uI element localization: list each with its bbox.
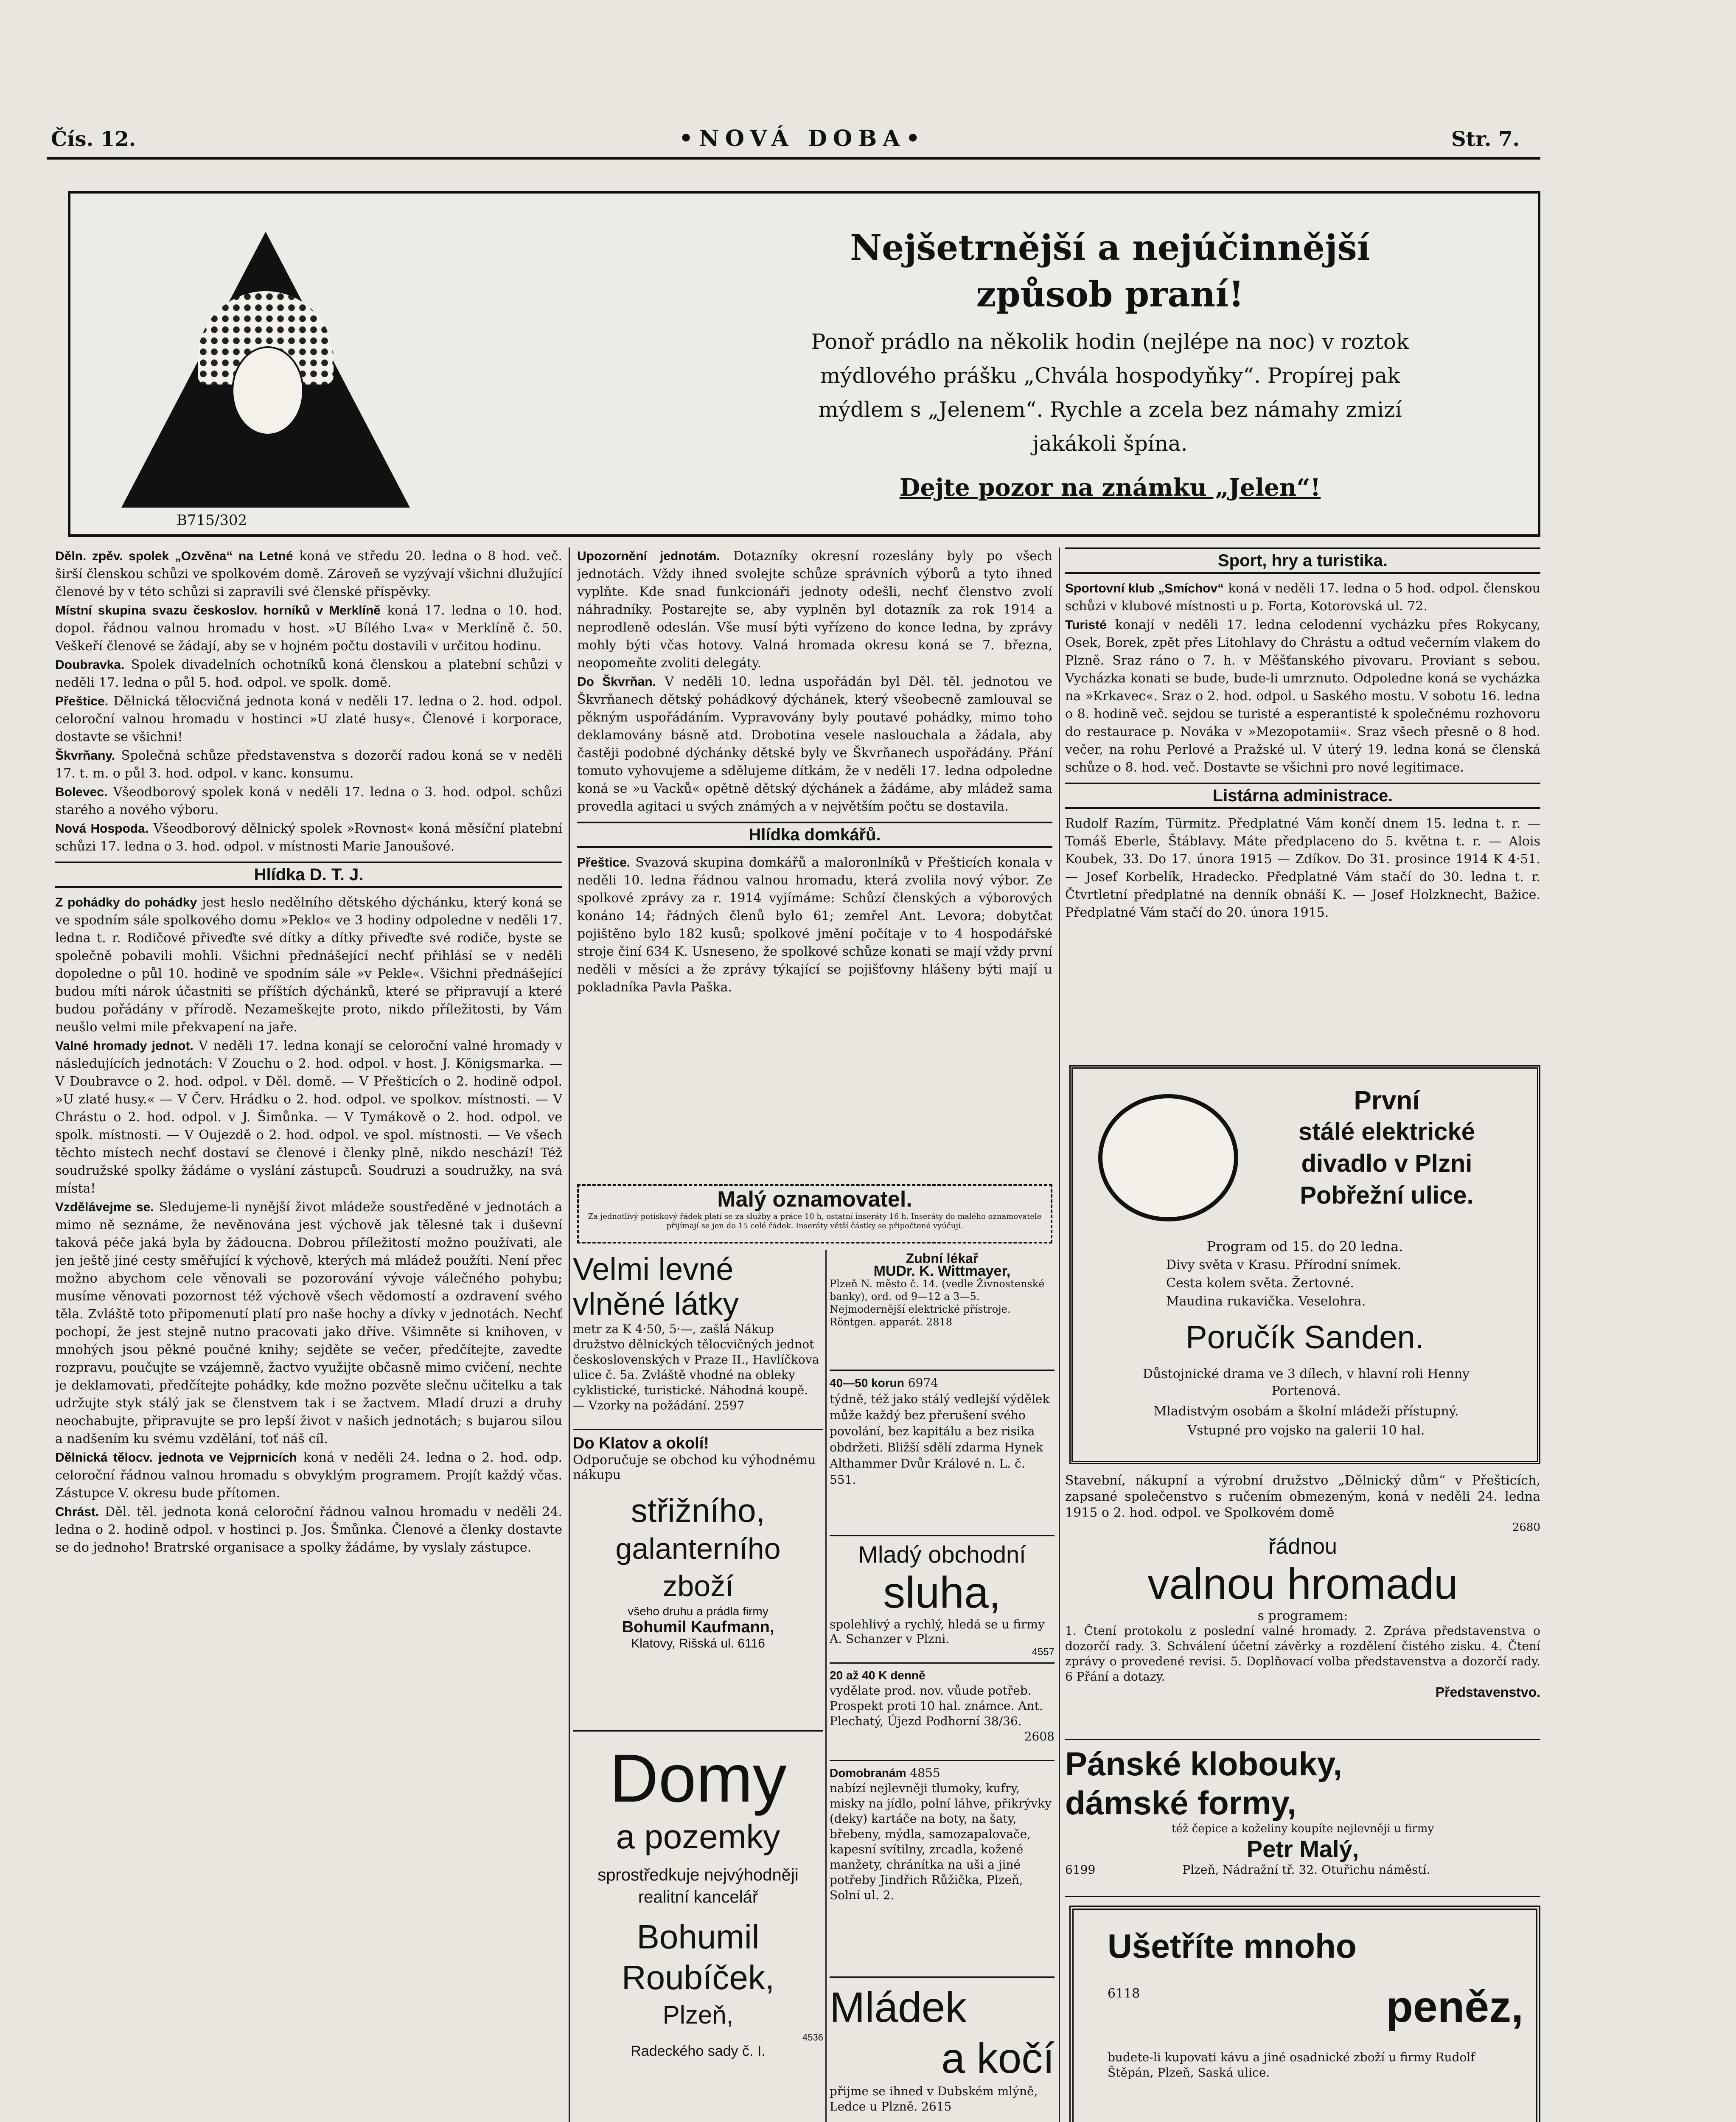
- notice-smichov: [1065, 580, 1540, 615]
- coop-program: s programem:: [1257, 1608, 1348, 1623]
- notice-text: Spolek divadelních ochotníků koná členskou a platební schůzi v neděli 17. ledna o půl 5. hod. odpol. ve spolk. domě.: [55, 657, 562, 690]
- ad-home-num: 4855: [910, 1766, 940, 1780]
- coop-text-2: 1. Čtení protokolu z poslední valné hromady. 2. Zpráva představenstva o dozorčí rady. 3. Schválení účetní závěrky a rozdělení čistého zisku. 4. Čtení zprávy o provedené revisi. 5. Doplňovací volba představenstva a dozorčí rady. 6 Přání a dotazy.: [1065, 1624, 1540, 1684]
- notice-lead: Do Škvrňan.: [577, 675, 656, 689]
- section-hlidka-domkaru: Hlídka domkářů.: [577, 822, 1052, 848]
- ad-dentist-title: Zubní lékař: [906, 1251, 979, 1266]
- ad-domy-name2: Roubíček,: [621, 1959, 775, 1996]
- coffee-num: 6118: [1108, 1986, 1140, 2001]
- notice-upozorneni: [577, 547, 1052, 672]
- hats-addr: Plzeň, Nádražní tř. 32. Otuřichu náměstí.: [1182, 1863, 1430, 1877]
- hats-text: též čepice a koželiny koupíte nejlevněji u firmy: [1171, 1822, 1434, 1835]
- notice-text: koná ve středu 20. ledna o 8 hod. več. širší členskou schůzi ve spolkovém domě. Zároveň se vyzývají všichni dlužující členové by v této schůzi si zapravili své členské příspěvky.: [55, 549, 562, 599]
- ad-velmi-line1: Velmi levné: [573, 1252, 734, 1287]
- column-rule-2: [1059, 547, 1060, 2122]
- ad-velmi-line2: vlněné látky: [573, 1286, 739, 1322]
- cinema-desc-3: Vstupné pro vojsko na galerii 10 hal.: [1187, 1423, 1425, 1438]
- cinema-desc: Důstojnické drama ve 3 dílech, v hlavní roli Henny Portenová.: [1142, 1367, 1470, 1398]
- ad-velmi-text: metr za K 4·50, 5·—, zašlá Nákup družstvo dělnických tělocvičných jednot československých v Praze II., Havlíčkova ulice č. 5a. Zvláště vhodné na obleky cyklistické, turistické. Náhodná koupě. — Vzorky na požádání. 2597: [573, 1322, 819, 1412]
- ad-klatov-big1: střižního,: [631, 1492, 766, 1529]
- ad-body-1: Ponoř prádlo na několik hodin (nejlépe na noc) v roztok: [811, 329, 1409, 354]
- notice-lead: Valné hromady jednot.: [55, 1039, 194, 1053]
- ads-rule: [825, 1250, 827, 2122]
- ad-earn: [830, 1668, 1055, 1761]
- hats-line-1: Pánské klobouky,: [1065, 1745, 1343, 1782]
- notice-bolevec: [55, 783, 562, 819]
- ad-earn-text: vydělate prod. nov. vůude potřeb. Prospekt proti 10 hal. známce. Ant. Plechatý, Újezd Podhorní 38/36.: [830, 1684, 1043, 1728]
- top-ad: [68, 191, 1540, 537]
- ad-boy-text: spolehlivý a rychlý, hledá se u firmy A. Schanzer v Plzni.: [830, 1617, 1045, 1646]
- notice-nova-hospoda: [55, 820, 562, 856]
- ad-domy-name1: Bohumil: [637, 1918, 760, 1956]
- hats-line-2: dámské formy,: [1065, 1784, 1296, 1822]
- ad-dentist-name: MUDr. K. Wittmayer,: [873, 1263, 1011, 1279]
- notice-text: koná v neděli 24. ledna o 2. hod. odp. celoroční řádnou valnou hromadu s obvyklým programem. Projít každý včas. Zástupce V. okresu bude přítomen.: [55, 1450, 562, 1501]
- column-rule-1: [569, 547, 570, 2122]
- column-3-text: [1065, 547, 1540, 1057]
- notice-listarna: Rudolf Razím, Türmitz. Předplatné Vám končí dnem 15. ledna t. r. — Tomáš Eberle, Štáblavy. Máte předplaceno do 5. května t. r. — Alois Koubek, 33. Do 17. února 1915 — Zdíkov. Do 31. prosince 1914 K 4·51. — Josef Korbelík, Hradecko. Předplatné Vám stačí do 30. ledna t. r. Čtvrtletní předplatné na denník obnáší K. — Josef Holzknecht, Bažice. Předplatné Vám stačí do 20. února 1915.: [1065, 816, 1540, 920]
- ad-klatov-big3: zboží: [662, 1569, 734, 1603]
- ad-loan: [830, 1375, 1055, 1536]
- ad-farm-text: přijme se ihned v Dubském mlýně, Ledce u Plzně. 2615: [830, 2084, 1038, 2114]
- ad-body-3: mýdlem s „Jelenem“. Rychle a zcela bez námahy zmizí: [818, 397, 1402, 422]
- notice-lead: Vzdělávejme se.: [55, 1200, 154, 1214]
- notice-text: Všeodborový spolek koná v neděli 17. ledna o 3. hod. odpol. schůzi starého a nového výboru.: [55, 785, 562, 817]
- notice-text: koná 17. ledna o 10. hod. dopol. řádnou valnou hromadu v host. »U Bílého Lva« v Merklíně č. 50. Veškeří členové se žádají, aby se v hojném počtu dostavili v určitou hodinu.: [55, 603, 562, 654]
- classified-title: Malý oznamovatel.: [717, 1187, 912, 1212]
- section-sport: Sport, hry a turistika.: [1065, 547, 1540, 574]
- notice-text: V neděli 10. ledna uspořádán byl Děl. těl. jednotou ve Škvrňanech dětský pohádkový dýchánek, který všeobecně zamlouval se pěkným uspořádáním. Vypravovány byly poutavé pohádky, mimo toho deklamovány básně atd. Drobotina vesele naslouchala a žádala, aby častěji podobné dýchánky dětské byly ve Škvrňanech uspořádány. Přání tomuto vyhovujeme a sdělujeme dítkám, že v neděli 17. ledna odpoledne koná se »u Vacků« opětně dětský dýchánek a žádáme, aby mládež sama provedla agitaci u svých známých a v největším počtu se dostavila.: [577, 674, 1052, 814]
- woman-face: [232, 346, 304, 435]
- notice-skvrnany-2: [577, 673, 1052, 816]
- hats-firm: Petr Malý,: [1246, 1836, 1359, 1862]
- coffee-line-1: Ušetříte mnoho: [1108, 1927, 1357, 1965]
- notice-text: jest heslo nedělního dětského dýchánku, který koná se ve spodním sále spolkového domu »Peklo« ve 3 hodiny odpoledne v neděli 17. ledna t. r. Rodičové přiveďte své dítky a dítky přiveďte své rodiče, byste se společně pobavili mohli. Všichni přednášející nechť přihlásí se v neděli dopoledne o půl 10. hodině ve spodním sále »v Pekle«. Všichni přednášející budou míti nárok účastniti se příštích dýchánků, které se připravují a které budou pořádány v přírodě. Nezameškejte proto, nikdo příležitosti, by Vám neušlo velmi mile překvapení na jaře.: [55, 895, 562, 1035]
- notice-turiste: [1065, 616, 1540, 777]
- cinema-item-3: Maudina rukavička. Veselohra.: [1166, 1294, 1366, 1309]
- notice-skvrnany: [55, 747, 562, 783]
- ad-home-text: nabízí nejlevněji tlumoky, kufry, misky na jídlo, polní láhve, přikrývky (deky) kartáče na boty, na šaty, břebeny, mýdla, samozapalovače, kapesní svítilny, zrcadla, kožené manžety, chránítka na uši a jiné potřeby Jindřich Růžička, Plzeň, Solní ul. 2.: [830, 1781, 1052, 1902]
- ad-domy-big: Domy: [609, 1740, 787, 1816]
- notice-lead: Děln. zpěv. spolek „Ozvěna“ na Letné: [55, 549, 293, 563]
- notice-lead: Přeštice.: [577, 856, 631, 870]
- ad-body-4: jakákoli špína.: [1032, 431, 1188, 456]
- ad-domy-city: Plzeň,: [662, 2001, 734, 2029]
- section-hlidka-dtj: Hlídka D. T. J.: [55, 862, 562, 888]
- ad-coffee: [1069, 1906, 1540, 2122]
- notice-text: Dotazníky okresní rozeslány byly po všech jednotách. Vždy ihned svolejte schůze správních výborů a tyto ihned vyplňte. Kde snad funkcionáři jednoty odešli, nechť členstvo zvolí náhradníky. Postarejte se, aby vyplněn byl dotazník za rok 1914 a neprodleně odeslán. Vše musí býti vyřízeno do konce ledna, by zprávy mohly býti včas hotovy. Valná hromada okresu koná se 7. března, neopomeňte zvoliti delegáty.: [577, 549, 1052, 671]
- section-listarna: Listárna administrace.: [1065, 783, 1540, 809]
- notice-chrast: [55, 1503, 562, 1557]
- cinema-title-3: divadlo v Plzni: [1301, 1150, 1472, 1177]
- ad-klatov-big2: galanterního: [615, 1532, 781, 1565]
- notice-text: Dělnická tělocvičná jednota koná v neděli 17. ledna o 2. hod. odpol. celoroční valnou hromadu v hostinci »U zlaté husy«. Členové i korporace, dostavte se všichni!: [55, 694, 562, 744]
- notice-text: Svazová skupina domkářů a maloronlníků v Přešticích konala v neděli 10. ledna řádnou valnou hromadu, která zvolila nový výbor. Ze spolkové zprávy za r. 1914 vyjímáme: Schůzí členských a výborových konáno 14; řádných členů bylo 61; zemřel Ant. Levora; dobytčat pojištěno bylo 182 kusů; spolkové jmění počítaje v to 4 hospodářské stroje činí 634 K. Usneseno, že spolkové schůze konati se mají vždy první neděli v měsíci a že zprávy týkající se pojišťovny hlášeny býti mají u pokladníka Pavla Paška.: [577, 855, 1052, 995]
- header-rule: [47, 157, 1540, 160]
- ad-dentist: [830, 1252, 1055, 1371]
- ad-boy: [830, 1541, 1055, 1664]
- notice-ozvena: [55, 547, 562, 601]
- ad-loan-lead: 40—50 korun: [830, 1376, 904, 1389]
- notice-lead: Místní skupina svazu českoslov. horníků v Merklíně: [55, 603, 381, 618]
- cinema-face-illustration: [1098, 1094, 1238, 1221]
- notice-lead: Z pohádky do pohádky: [55, 895, 197, 909]
- notice-lead: Škvrňany.: [55, 749, 115, 763]
- cinema-program: Program od 15. do 20 ledna.: [1206, 1238, 1403, 1255]
- notice-lead: Dělnická tělocv. jednota ve Vejprnicích: [55, 1451, 297, 1465]
- notice-doubravka: [55, 656, 562, 692]
- coop-sign: Představenstvo.: [1435, 1684, 1540, 1700]
- ad-velmi: [573, 1252, 823, 1430]
- ad-cinema: [1069, 1065, 1540, 1464]
- cinema-title-2: stálé elektrické: [1298, 1118, 1475, 1145]
- ad-notice: Dejte pozor na známku „Jelen“!: [899, 474, 1321, 502]
- notice-lead: Přeštice.: [55, 694, 109, 708]
- ad-klatov-small: všeho druhu a prádla firmy: [628, 1605, 768, 1618]
- coop-big: valnou hromadu: [1147, 1560, 1458, 1608]
- cinema-item-2: Cesta kolem světa. Žertovné.: [1166, 1276, 1354, 1291]
- ad-hats: [1065, 1744, 1540, 1897]
- ad-klatov-firm: Bohumil Kaufmann,: [622, 1618, 774, 1636]
- page-number: Str. 7.: [1451, 127, 1520, 151]
- ad-cooperative: [1065, 1473, 1540, 1740]
- ad-code: B715/302: [177, 512, 247, 529]
- ad-headline-1: Nejšetrnější a nejúčinnější: [850, 227, 1370, 268]
- ad-farm-line2: a kočí: [941, 2035, 1055, 2082]
- ad-home: [830, 1766, 1055, 1978]
- notice-pohadky: [55, 894, 562, 1036]
- classified-header: [577, 1184, 1052, 1243]
- cinema-item-1: Divy světa v Krasu. Přírodní snímek.: [1166, 1257, 1401, 1272]
- notice-valne-hromady: [55, 1037, 562, 1198]
- coop-text: Stavební, nákupní a výrobní družstvo „Dělnický dům“ v Přešticích, zapsané společenstvo s ručením obmezeným, koná v neděli 24. ledna 1915 o 2. hod. odpol. ve Spolkovém domě: [1065, 1473, 1540, 1520]
- notice-prestice-domkari: [577, 854, 1052, 996]
- newspaper-title: •NOVÁ DOBA•: [679, 126, 926, 152]
- ad-loan-text: týdně, též jako stálý vedlejší výdělek může každý bez přerušení svého povolání, bez kapitálu a bez risika obdržeti. Bližší sdělí zdarma Hynek Althammer Dvůr Králové n. L. č. 551.: [830, 1392, 1050, 1487]
- ad-boy-big: sluha,: [883, 1568, 1001, 1617]
- notice-text: konají v neděli 17. ledna celodenní vycházku přes Rokycany, Osek, Borek, zpět přes Litohlavy do Chrástu a odtud večerním vlakem do Plzně. Sraz ráno o 7. h. v Měšťanského pivovaru. Proviant s sebou. Vycházka konati se bude, bude-li umrznuto. Odpoledne koná se vycházka na »Krkavec«. Sraz o 2. hod. odpol. u Saského mostu. V sobotu 16. ledna o 8. hodině več. sejdou se turisté a esperantisté k společnému rozhovoru do restaurace p. Nováka v »Mezopotamii«. Sraz všech přesně o 8 hod. večer, na rohu Perlové a Pražské ul. V úterý 19. ledna koná se členská schůze o 8. hod. več. Dostavte se všichni pro nové legitimace.: [1065, 618, 1540, 775]
- notice-text: koná v neděli 17. ledna o 5 hod. odpol. členskou schůzi v klubové místnosti u p. Forta, Kotorovská ul. 72.: [1065, 581, 1540, 614]
- cinema-feature: Poručík Sanden.: [1186, 1319, 1424, 1356]
- ad-earn-lead: 20 až 40 K denně: [830, 1669, 925, 1682]
- ad-klatov: [573, 1434, 823, 1732]
- ad-klatov-text: Odporučuje se obchod ku výhodnému nákupu: [573, 1453, 816, 1482]
- notice-lead: Sportovní klub „Smíchov“: [1065, 581, 1224, 595]
- column-1: [55, 547, 562, 2122]
- ad-domy-desc: sprostředkuje nejvýhodněji: [597, 1866, 799, 1884]
- notice-merklin: [55, 602, 562, 655]
- notice-lead: Bolevec.: [55, 785, 108, 799]
- notice-lead: Nová Hospoda.: [55, 822, 149, 836]
- notice-text: Společná schůze představenstva s dozorčí radou koná se v neděli 17. t. m. o půl 3. hod. odpol. v kanc. konsumu.: [55, 748, 562, 781]
- ad-domy: [573, 1740, 823, 2122]
- notice-lead: Doubravka.: [55, 658, 125, 672]
- notice-lead: Chrást.: [55, 1505, 99, 1519]
- coop-small: řádnou: [1268, 1534, 1337, 1559]
- ad-domy-sub: a pozemky: [616, 1818, 780, 1855]
- ad-domy-addr: Radeckého sady č. I.: [631, 2043, 766, 2059]
- column-2-text: [577, 547, 1052, 1176]
- coffee-text: budete-li kupovati kávu a jiné osadnické zboží u firmy Rudolf Štěpán, Plzeň, Saská ulice.: [1108, 2050, 1475, 2080]
- issue-number: Čís. 12.: [51, 127, 136, 151]
- ad-klatov-addr: Klatovy, Rišská ul. 6116: [631, 1636, 765, 1650]
- coffee-line-2: peněz,: [1386, 1982, 1523, 2032]
- ad-boy-line1: Mladý obchodní: [858, 1541, 1026, 1568]
- ad-klatov-title: Do Klatov a okolí!: [573, 1434, 709, 1452]
- ad-loan-num: 6974: [908, 1376, 939, 1390]
- cinema-title-1: První: [1354, 1086, 1420, 1115]
- ad-home-lead: Domobranám: [830, 1766, 906, 1780]
- notice-vejprnice: [55, 1449, 562, 1502]
- cinema-title-4: Pobřežní ulice.: [1300, 1182, 1474, 1209]
- ad-body-2: mýdlového prášku „Chvála hospodyňky“. Propírej pak: [820, 363, 1400, 388]
- ad-domy-desc2: realitní kancelář: [638, 1888, 758, 1906]
- ad-domy-num: 4536: [802, 2032, 823, 2043]
- hats-num: 6199: [1065, 1863, 1096, 1877]
- ad-farm-line1: Mládek: [830, 1984, 967, 2031]
- notice-text: Děl. těl. jednota koná celoroční řádnou valnou hromadu v neděli 24. ledna o 2. hodině odpol. v hostinci p. Jos. Šmůnka. Členové a členky dostavte se do jednoho! Bratrské organisace a spolky žádáme, by vyslaly zástupce.: [55, 1504, 562, 1555]
- notice-text: Sledujeme-li nynější život mládeže soustředěné v jednotách a mimo ně seznáme, že nevěnována jest výchově jak tělesné tak i duševní taková péče jaká byla by žádoucna. Dobrou příležitostí možno používati, ale jen ještě jiné cesty směřující k výchově, kterých má mládež použíti. Není přec možno abychom cele věnovali se pozorování vývoje válečného pohybu; musíme věnovati pozornost též výchově všech vědomostí a ozdravení svého těla. Zvláště toto připomenutí platí pro naše hochy a dívky v jednotách. Nechť pochopí, že jest stejně nutno pracovati jako dříve. Všimněte si knihoven, v mnohých jsou pěkné poučné knihy; sejděte se večer, předčítejte, zavedte rozpravu, poučujte se vzájemně, žactvo využijte občasně mimo cvičení, nechte je deklamovati, předčítejte pohádky, kde možno pozvěte slečnu učitelku a tak udržujte styk stálý jak se členstvem tak i se žactvem. Mladí druzi a druhy neochabujte, připravujte se pro lepší život v našich jednotách; s bujarou silou a nadšením ku svému vzdělání, toť náš cíl.: [55, 1200, 562, 1446]
- ad-earn-num: 2608: [1024, 1729, 1055, 1743]
- notice-vzdelavejme: [55, 1199, 562, 1448]
- cinema-desc-2: Mladistvým osobám a školní mládeži přístupný.: [1153, 1404, 1459, 1419]
- ad-dentist-text: Plzeň N. město č. 14. (vedle Živnostenské banky), ord. od 9—12 a 3—5. Nejmodernější elektrické přístroje. Röntgen. apparát. 2818: [830, 1278, 1045, 1328]
- ad-farm: [830, 1982, 1055, 2122]
- notice-lead: Turisté: [1065, 618, 1107, 632]
- notice-text: Všeodborový dělnický spolek »Rovnost« koná měsíční platební schůzi 17. ledna o 3. hod. odpol. v místnosti Marie Janoušové.: [55, 821, 562, 854]
- notice-text: V neděli 17. ledna konají se celoroční valné hromady v následujících jednotách: V Zouchu o 2. hod. odpol. v host. J. Königsmarka. — V Doubravce o 2. hod. odpol. v Děl. domě. — V Přešticích o 2. hodině odpol. »U zlaté husy.« — V Červ. Hrádku o 2. hod. odpol. ve spolkov. místnosti. — V Chrástu o 2. hod. odpol. v J. Šimůnka. — V Tymákově o 2. hod. odpol. ve spolk. místnosti. — V Oujezdě o 2. hod. odpol. ve spol. místnosti. — Ve všech těchto místech nechť dostaví se členové i členky plně, nikdo neschází! Též soudružské spolky žádáme o vyslání zástupců. Soudruzi a soudružky, na svá místa!: [55, 1039, 562, 1196]
- notice-lead: Upozornění jednotám.: [577, 549, 720, 563]
- ad-headline-2: způsob praní!: [976, 274, 1244, 315]
- coop-num: 2680: [1512, 1521, 1540, 1534]
- notice-prestice: [55, 693, 562, 746]
- ad-boy-num: 4557: [1032, 1646, 1055, 1658]
- classified-rules: Za jednotlivý potiskový řádek platí se za služby a práce 10 h, ostatní inseráty 16 h. Inseráty do malého oznamovatele přijímají se jen do 15 celé řádek. Inseráty větší částky se připočtené vyúčují.: [588, 1212, 1042, 1230]
